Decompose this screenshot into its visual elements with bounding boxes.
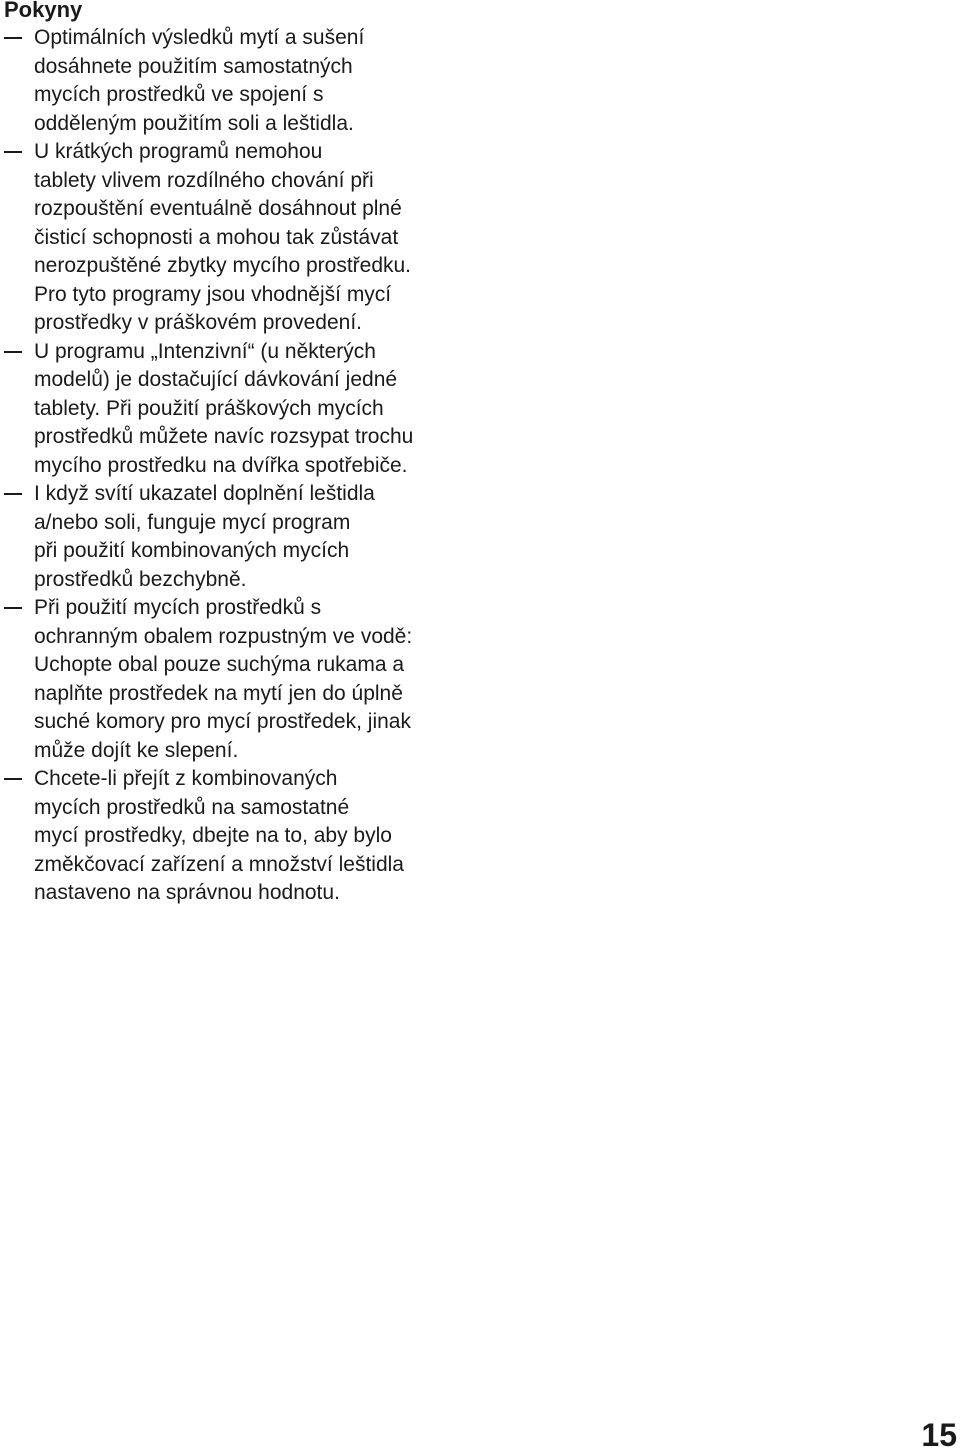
tip-text: U programu „Intenzivní“ (u některých modelů) je dostačující dávkování jedné tablety. Při použití práškových mycích prostředků můžete navíc rozsypat trochu mycího prostředku na dvířka spotřebiče. <box>34 339 414 477</box>
dash-bullet-icon <box>4 607 22 609</box>
tip-item <box>0 24 500 138</box>
tip-item <box>0 138 500 338</box>
dash-bullet-icon <box>4 151 22 153</box>
tip-item <box>0 338 500 481</box>
tip-text: U krátkých programů nemohou tablety vlivem rozdílného chování při rozpouštění eventuálně dosáhnout plné čisticí schopnosti a mohou tak zůstávat nerozpuštěné zbytky mycího prostředku. Pro tyto programy jsou vhodnější mycí prostředky v práškovém provedení. <box>34 140 412 334</box>
tip-text: Optimálních výsledků mytí a sušení dosáhnete použitím samostatných mycích prostředků ve spojení s odděleným použitím soli a leštidla. <box>34 26 365 135</box>
section-heading: Pokyny <box>4 0 83 22</box>
dash-bullet-icon <box>4 351 22 353</box>
tip-text: Při použití mycích prostředků s ochranným obalem rozpustným ve vodě: Uchopte obal pouze suchýma rukama a naplňte prostředek na mytí jen do úplně suché komory pro mycí prostředek, jinak může dojít ke slepení. <box>34 596 413 762</box>
page-number: 15 <box>921 1417 957 1453</box>
tip-item <box>0 480 500 594</box>
dash-bullet-icon <box>4 493 22 495</box>
tips-list <box>0 24 500 908</box>
dash-bullet-icon <box>4 778 22 780</box>
tip-text: Chcete-li přejít z kombinovaných mycích prostředků na samostatné mycí prostředky, dbejte na to, aby bylo změkčovací zařízení a množství leštidla nastaveno na správnou hodnotu. <box>34 767 404 904</box>
dash-bullet-icon <box>4 37 22 39</box>
tip-text: I když svítí ukazatel doplnění leštidla a/nebo soli, funguje mycí program při použití kombinovaných mycích prostředků bezchybně. <box>34 482 375 591</box>
tip-item <box>0 594 500 765</box>
tip-item <box>0 765 500 908</box>
